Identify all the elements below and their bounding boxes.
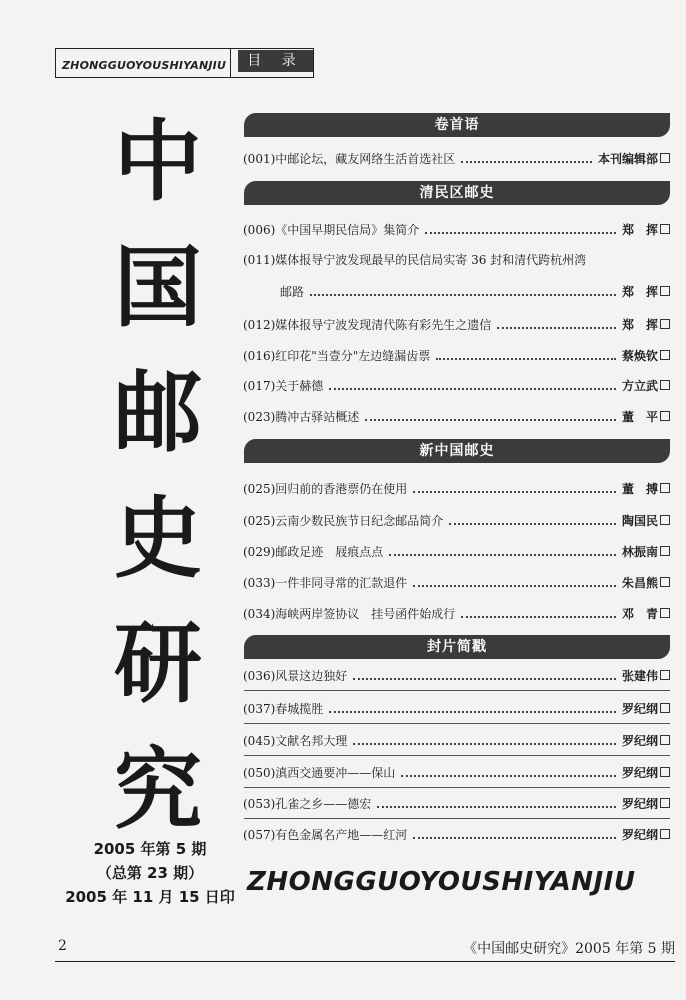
entry-author: 林振南: [621, 544, 658, 559]
toc-entry[interactable]: [243, 665, 670, 685]
entry-author: 董 平: [621, 409, 658, 424]
entry-author: 罗纪纲: [621, 796, 658, 811]
toc-entry[interactable]: [243, 698, 670, 718]
entry-author: 张建伟: [621, 668, 658, 683]
entry-title: (023)腾冲古驿站概述: [243, 409, 360, 424]
toc-entry[interactable]: [243, 478, 670, 498]
entry-title: (012)媒体报导宁波发现清代陈有彩先生之遗信: [243, 317, 492, 332]
checkbox-marker: [660, 515, 670, 525]
leader-dots: [353, 742, 616, 745]
romanized-journal-title: ZHONGGUOYOUSHIYANJIU: [247, 867, 636, 897]
leader-dots: [461, 160, 592, 163]
entry-title: (037)春城揽胜: [243, 701, 324, 716]
entry-title: (045)文献名邦大理: [243, 733, 348, 748]
checkbox-marker: [660, 153, 670, 163]
entry-divider: [244, 755, 670, 756]
entry-author: 董 搏: [621, 481, 658, 496]
leader-dots: [365, 418, 616, 421]
title-char: 究: [113, 736, 202, 841]
toc-entry[interactable]: [243, 375, 670, 395]
leader-dots: [353, 677, 616, 680]
checkbox-marker: [660, 703, 670, 713]
entry-divider: [244, 723, 670, 724]
checkbox-marker: [660, 798, 670, 808]
toc-entry[interactable]: [243, 510, 670, 530]
vertical-journal-title: [98, 105, 218, 845]
page-number: 2: [58, 938, 67, 954]
entry-title: (050)滇西交通要冲——保山: [243, 765, 396, 780]
toc-entry[interactable]: [243, 314, 670, 334]
checkbox-marker: [660, 411, 670, 421]
running-footer-title: 《中国邮史研究》2005 年第 5 期: [463, 941, 675, 957]
checkbox-marker: [660, 380, 670, 390]
checkbox-marker: [660, 767, 670, 777]
leader-dots: [413, 584, 616, 587]
entry-title: (036)风景这边独好: [243, 668, 348, 683]
checkbox-marker: [660, 577, 670, 587]
entry-author: 蔡焕钦: [621, 348, 658, 363]
footer-rule: [55, 961, 675, 962]
checkbox-marker: [660, 546, 670, 556]
title-char: 国: [113, 234, 202, 339]
entry-author: 郑 挥: [621, 284, 658, 299]
toc-entry[interactable]: [243, 345, 670, 365]
contents-label: 目 录: [238, 50, 313, 72]
entry-title: (053)孔雀之乡——德宏: [243, 796, 372, 811]
toc-entry[interactable]: [243, 762, 670, 782]
leader-dots: [310, 293, 616, 296]
leader-dots: [449, 522, 616, 525]
checkbox-marker: [660, 224, 670, 234]
entry-title: (006)《中国早期民信局》集简介: [243, 222, 420, 237]
section-banner-new-china: 新中国邮史: [244, 439, 670, 463]
checkbox-marker: [660, 483, 670, 493]
checkbox-marker: [660, 319, 670, 329]
entry-author: 朱昌熊: [621, 575, 658, 590]
leader-dots: [413, 490, 616, 493]
leader-dots: [377, 805, 616, 808]
toc-entry[interactable]: [243, 730, 670, 750]
entry-title: (011)媒体报导宁波发现最早的民信局实寄 36 封和清代跨杭州湾: [243, 252, 587, 267]
issue-print-date: 2005 年 11 月 15 日印: [65, 888, 235, 906]
toc-entry[interactable]: [243, 541, 670, 561]
header-latin-title: ZHONGGUOYOUSHIYANJIU: [62, 59, 227, 72]
entry-author: 罗纪纲: [621, 827, 658, 842]
toc-entry[interactable]: [243, 249, 670, 269]
entry-author: 罗纪纲: [621, 733, 658, 748]
entry-title: (025)云南少数民族节日纪念邮品简介: [243, 513, 444, 528]
leader-dots: [461, 615, 616, 618]
toc-entry[interactable]: [243, 793, 670, 813]
entry-title: (001)中邮论坛，藏友网络生活首选社区: [243, 151, 456, 166]
toc-entry[interactable]: [243, 219, 670, 239]
entry-title: (034)海峡两岸签协议 挂号函件始成行: [243, 606, 456, 621]
entry-divider: [244, 690, 670, 691]
entry-author: 邓 青: [621, 606, 658, 621]
leader-dots: [329, 710, 616, 713]
issue-total: （总第 23 期）: [96, 864, 204, 882]
checkbox-marker: [660, 608, 670, 618]
entry-divider: [244, 818, 670, 819]
checkbox-marker: [660, 829, 670, 839]
checkbox-marker: [660, 735, 670, 745]
entry-title: (017)关于赫德: [243, 378, 324, 393]
header-divider: [230, 49, 231, 77]
leader-dots: [413, 836, 616, 839]
checkbox-marker: [660, 350, 670, 360]
toc-entry[interactable]: [243, 148, 670, 168]
toc-entry[interactable]: [243, 572, 670, 592]
entry-title: (057)有色金属名产地——红河: [243, 827, 408, 842]
section-banner-qing-min: 清民区邮史: [244, 181, 670, 205]
leader-dots: [425, 231, 616, 234]
entry-title: (025)回归前的香港票仍在使用: [243, 481, 408, 496]
toc-entry[interactable]: [243, 603, 670, 623]
entry-author: 本刊编辑部: [597, 151, 658, 166]
entry-author: 方立武: [621, 378, 658, 393]
issue-number: 2005 年第 5 期: [93, 840, 207, 858]
entry-author: 罗纪纲: [621, 765, 658, 780]
toc-entry[interactable]: [243, 406, 670, 426]
entry-title: (016)红印花"当壹分"左边缝漏齿票: [243, 348, 431, 363]
toc-entry[interactable]: [243, 824, 670, 844]
leader-dots: [401, 774, 616, 777]
entry-author: 罗纪纲: [621, 701, 658, 716]
entry-title: (029)邮政足迹 屐痕点点: [243, 544, 384, 559]
checkbox-marker: [660, 286, 670, 296]
leader-dots: [329, 387, 616, 390]
title-char: 研: [113, 611, 202, 716]
entry-title: (033)一件非同寻常的汇款退件: [243, 575, 408, 590]
entry-title: 邮路: [280, 284, 305, 299]
title-char: 史: [113, 485, 202, 590]
leader-dots: [497, 326, 616, 329]
entry-author: 郑 挥: [621, 222, 658, 237]
title-char: 中: [113, 109, 202, 213]
leader-dots: [389, 553, 616, 556]
leader-dots: [436, 357, 616, 360]
checkbox-marker: [660, 670, 670, 680]
toc-entry-continuation[interactable]: [280, 281, 670, 301]
entry-divider: [244, 787, 670, 788]
entry-author: 郑 挥: [621, 317, 658, 332]
entry-author: 陶国民: [621, 513, 658, 528]
title-char: 邮: [113, 360, 202, 465]
section-banner-covers-postmarks: 封片简戳: [244, 635, 670, 659]
section-banner-preface: 卷首语: [244, 113, 670, 137]
